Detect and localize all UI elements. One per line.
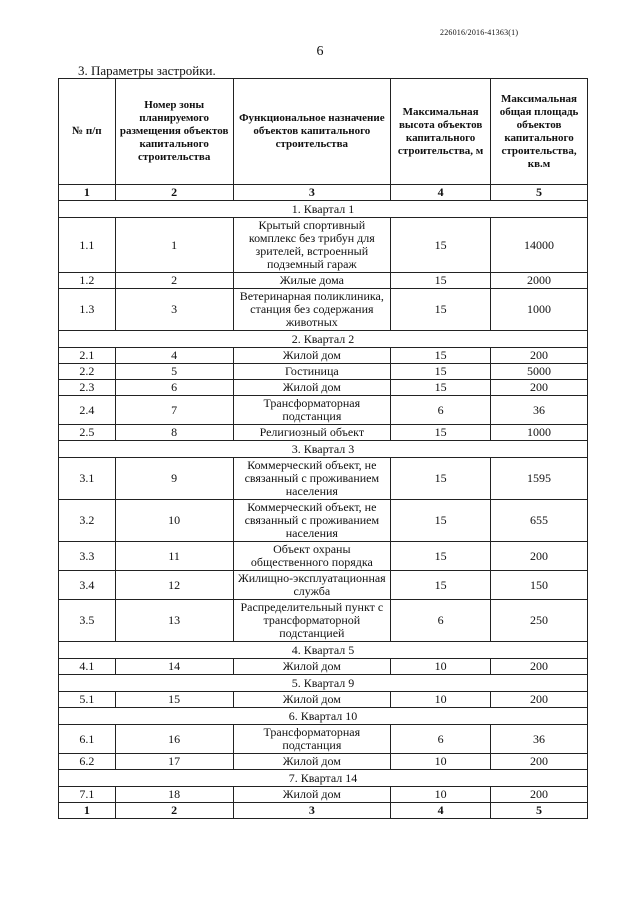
column-number: 3 — [233, 803, 391, 819]
column-number-row-footer — [59, 803, 588, 819]
table-header-row — [59, 79, 588, 185]
max-height: 15 — [391, 364, 491, 380]
max-height: 15 — [391, 380, 491, 396]
column-number: 5 — [491, 803, 588, 819]
max-height: 15 — [391, 348, 491, 364]
function-cell: Коммерческий объект, не связанный с проживанием населения — [233, 500, 391, 542]
zone-number: 15 — [115, 692, 233, 708]
max-area: 200 — [491, 659, 588, 675]
function-cell: Трансформаторная подстанция — [233, 396, 391, 425]
section-row — [59, 441, 588, 458]
max-height: 10 — [391, 754, 491, 770]
max-area: 200 — [491, 348, 588, 364]
row-number: 4.1 — [59, 659, 116, 675]
zone-number: 11 — [115, 542, 233, 571]
function-cell: Жилой дом — [233, 692, 391, 708]
table-row — [59, 273, 588, 289]
table-row — [59, 348, 588, 364]
max-height: 10 — [391, 787, 491, 803]
max-area: 36 — [491, 725, 588, 754]
function-cell: Жилой дом — [233, 348, 391, 364]
table-row — [59, 600, 588, 642]
building-parameters-table — [58, 78, 588, 819]
row-number: 6.2 — [59, 754, 116, 770]
section-title: 3. Параметры застройки. — [78, 63, 216, 78]
table-row — [59, 787, 588, 803]
column-number: 1 — [59, 803, 116, 819]
max-height: 15 — [391, 289, 491, 331]
column-number: 4 — [391, 803, 491, 819]
column-number: 5 — [491, 185, 588, 201]
row-number: 3.5 — [59, 600, 116, 642]
max-area: 14000 — [491, 218, 588, 273]
max-height: 6 — [391, 725, 491, 754]
max-area: 200 — [491, 542, 588, 571]
zone-number: 6 — [115, 380, 233, 396]
max-height: 15 — [391, 273, 491, 289]
max-area: 5000 — [491, 364, 588, 380]
function-cell: Жилой дом — [233, 754, 391, 770]
zone-number: 12 — [115, 571, 233, 600]
function-cell: Крытый спортивный комплекс без трибун для зрителей, встроенный подземный гараж — [233, 218, 391, 273]
row-number: 7.1 — [59, 787, 116, 803]
table-row — [59, 754, 588, 770]
section-title-cell: 3. Квартал 3 — [59, 441, 588, 458]
function-cell: Жилой дом — [233, 380, 391, 396]
table-row — [59, 692, 588, 708]
max-height: 15 — [391, 500, 491, 542]
function-cell: Жилой дом — [233, 659, 391, 675]
section-title-cell: 4. Квартал 5 — [59, 642, 588, 659]
max-area: 150 — [491, 571, 588, 600]
section-row — [59, 770, 588, 787]
row-number: 2.5 — [59, 425, 116, 441]
max-area: 1000 — [491, 289, 588, 331]
column-header: Функциональное назначение объектов капитального строительства — [233, 79, 391, 185]
page-number: 6 — [316, 44, 324, 59]
max-area: 655 — [491, 500, 588, 542]
function-cell: Гостиница — [233, 364, 391, 380]
max-area: 1595 — [491, 458, 588, 500]
table-row — [59, 425, 588, 441]
zone-number: 17 — [115, 754, 233, 770]
table-row — [59, 218, 588, 273]
zone-number: 3 — [115, 289, 233, 331]
function-cell: Ветеринарная поликлиника, станция без содержания животных — [233, 289, 391, 331]
section-row — [59, 642, 588, 659]
max-height: 10 — [391, 692, 491, 708]
table-row — [59, 289, 588, 331]
zone-number: 1 — [115, 218, 233, 273]
section-row — [59, 675, 588, 692]
zone-number: 7 — [115, 396, 233, 425]
max-area: 1000 — [491, 425, 588, 441]
max-height: 6 — [391, 600, 491, 642]
table-row — [59, 725, 588, 754]
max-height: 6 — [391, 396, 491, 425]
column-number: 2 — [115, 803, 233, 819]
column-header: № п/п — [59, 79, 116, 185]
column-number-row — [59, 185, 588, 201]
function-cell: Жилищно-эксплуатационная служба — [233, 571, 391, 600]
row-number: 1.1 — [59, 218, 116, 273]
column-header: Максимальная общая площадь объектов капитального строительства, кв.м — [491, 79, 588, 185]
zone-number: 8 — [115, 425, 233, 441]
function-cell: Религиозный объект — [233, 425, 391, 441]
max-area: 250 — [491, 600, 588, 642]
row-number: 2.4 — [59, 396, 116, 425]
zone-number: 9 — [115, 458, 233, 500]
row-number: 3.3 — [59, 542, 116, 571]
zone-number: 4 — [115, 348, 233, 364]
max-area: 2000 — [491, 273, 588, 289]
zone-number: 2 — [115, 273, 233, 289]
row-number: 2.3 — [59, 380, 116, 396]
section-title-cell: 5. Квартал 9 — [59, 675, 588, 692]
column-number: 3 — [233, 185, 391, 201]
section-title-cell: 2. Квартал 2 — [59, 331, 588, 348]
zone-number: 10 — [115, 500, 233, 542]
row-number: 1.3 — [59, 289, 116, 331]
max-height: 10 — [391, 659, 491, 675]
max-area: 200 — [491, 754, 588, 770]
max-height: 15 — [391, 218, 491, 273]
column-number: 4 — [391, 185, 491, 201]
zone-number: 14 — [115, 659, 233, 675]
function-cell: Объект охраны общественного порядка — [233, 542, 391, 571]
section-title-cell: 7. Квартал 14 — [59, 770, 588, 787]
zone-number: 5 — [115, 364, 233, 380]
table-row — [59, 396, 588, 425]
max-area: 36 — [491, 396, 588, 425]
max-area: 200 — [491, 787, 588, 803]
table-row — [59, 571, 588, 600]
column-number: 2 — [115, 185, 233, 201]
table-body — [59, 201, 588, 819]
document-id: 226016/2016-41363(1) — [440, 28, 519, 37]
section-title-cell: 1. Квартал 1 — [59, 201, 588, 218]
column-header: Номер зоны планируемого размещения объектов капитального строительства — [115, 79, 233, 185]
max-area: 200 — [491, 692, 588, 708]
section-row — [59, 201, 588, 218]
row-number: 1.2 — [59, 273, 116, 289]
row-number: 3.4 — [59, 571, 116, 600]
max-height: 15 — [391, 542, 491, 571]
max-height: 15 — [391, 425, 491, 441]
row-number: 3.2 — [59, 500, 116, 542]
function-cell: Жилые дома — [233, 273, 391, 289]
function-cell: Трансформаторная подстанция — [233, 725, 391, 754]
max-area: 200 — [491, 380, 588, 396]
table-row — [59, 458, 588, 500]
row-number: 5.1 — [59, 692, 116, 708]
column-header: Максимальная высота объектов капитального строительства, м — [391, 79, 491, 185]
table-row — [59, 659, 588, 675]
section-title-cell: 6. Квартал 10 — [59, 708, 588, 725]
function-cell: Коммерческий объект, не связанный с проживанием населения — [233, 458, 391, 500]
column-number: 1 — [59, 185, 116, 201]
zone-number: 13 — [115, 600, 233, 642]
zone-number: 16 — [115, 725, 233, 754]
max-height: 15 — [391, 458, 491, 500]
function-cell: Жилой дом — [233, 787, 391, 803]
table-row — [59, 364, 588, 380]
section-row — [59, 331, 588, 348]
section-row — [59, 708, 588, 725]
row-number: 2.1 — [59, 348, 116, 364]
zone-number: 18 — [115, 787, 233, 803]
table-row — [59, 542, 588, 571]
function-cell: Распределительный пункт с трансформаторной подстанцией — [233, 600, 391, 642]
row-number: 3.1 — [59, 458, 116, 500]
row-number: 6.1 — [59, 725, 116, 754]
table-row — [59, 500, 588, 542]
max-height: 15 — [391, 571, 491, 600]
row-number: 2.2 — [59, 364, 116, 380]
table-row — [59, 380, 588, 396]
